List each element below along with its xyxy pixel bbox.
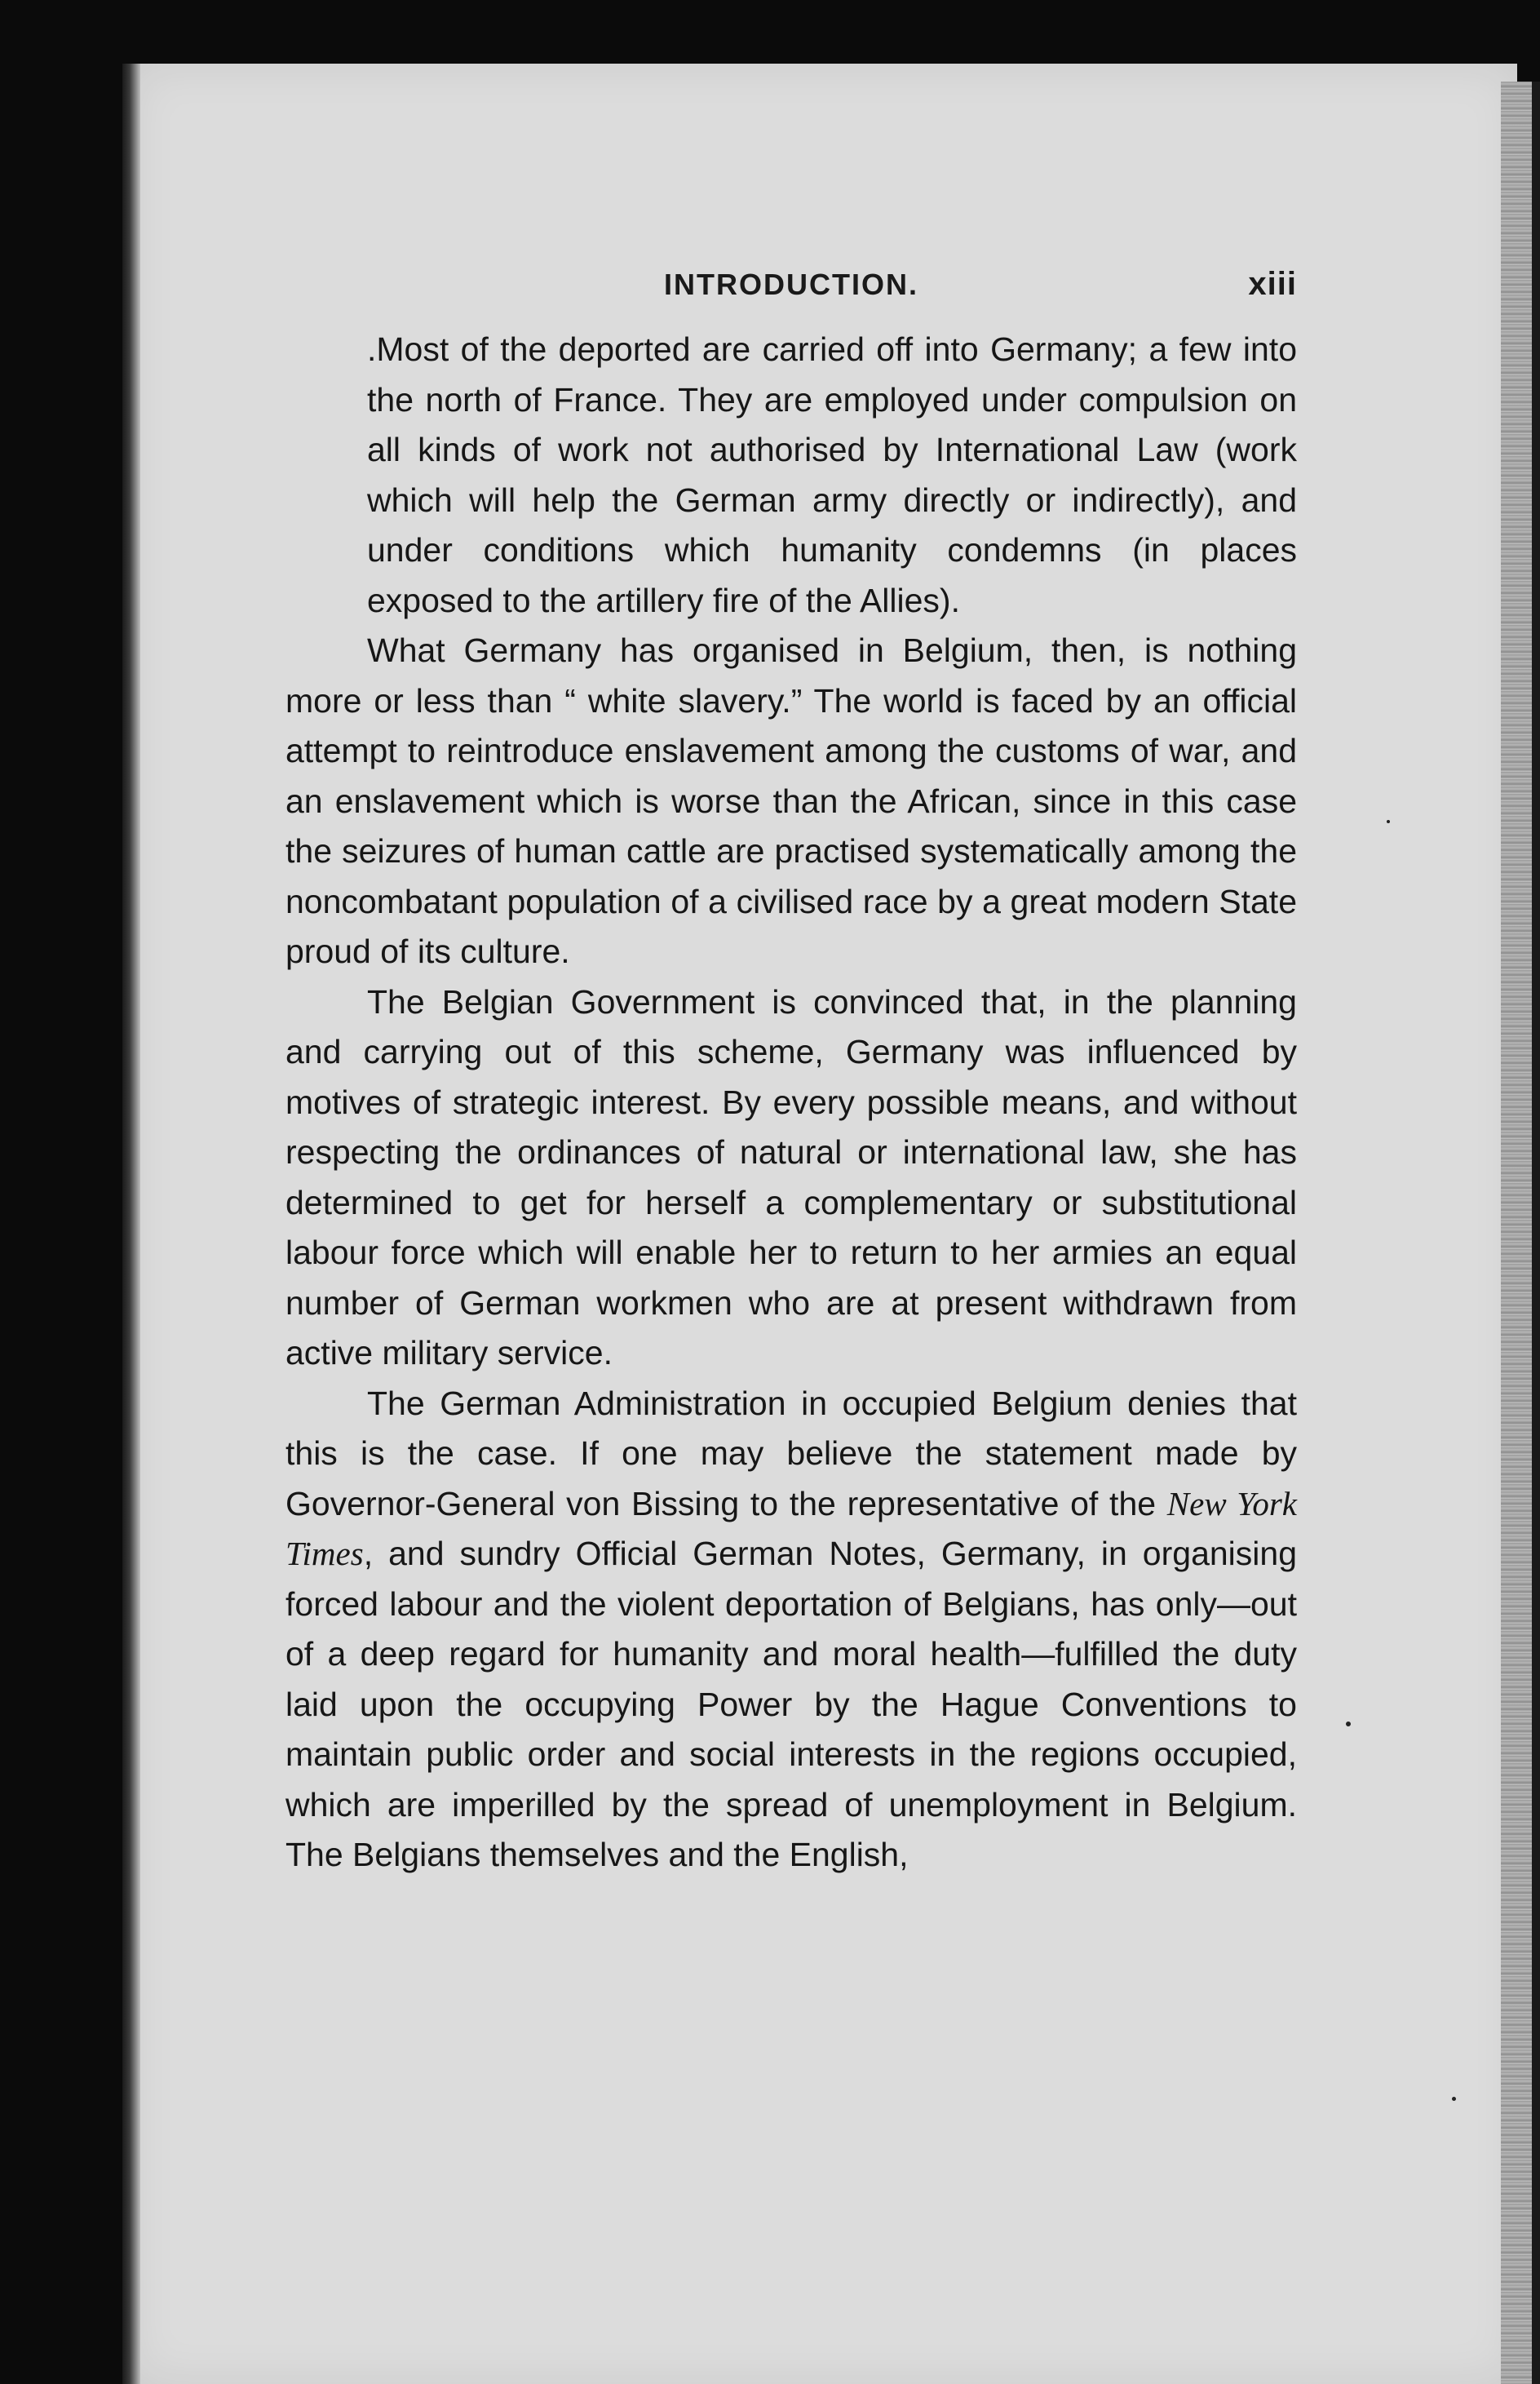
running-head: INTRODUCTION.	[664, 268, 918, 301]
scan-speck	[1346, 1722, 1351, 1726]
paragraph-2: What Germany has organised in Belgium, then, is nothing more or less than “ white slavery.” The world is faced by an official attempt to reintroduce enslavement among the customs of war, and an enslavement which is worse than the African, since in this case the seizures of human cattle are practised systematically among the noncombatant population of a civilised race by a great modern State proud of its culture.	[285, 631, 1297, 970]
page-edge-shadow	[1532, 82, 1540, 2384]
paragraph-4-text-a: The German Administration in occupied Belgium denies that this is the case. If one may believe the statement made by Governor-General von Bissing to the representative of the	[285, 1384, 1297, 1522]
page-header	[285, 259, 1297, 308]
body-text	[285, 325, 1297, 1881]
page-number: xiii	[1248, 266, 1297, 302]
paragraph-1: .Most of the deported are carried off into Germany; a few into the north of France. They are employed under compulsion on all kinds of work not authorised by International Law (work which will help the German army directly or indirectly), and under conditions which humanity condemns (in places exposed to the artillery fire of the Allies).	[367, 330, 1297, 619]
scan-speck	[1452, 2097, 1456, 2101]
paragraph-4	[285, 1379, 1297, 1881]
paragraph-3: The Belgian Government is convinced that, in the planning and carrying out of this scheme, Germany was influenced by motives of strategic interest. By every possible means, and without respecting the ordinances of natural or international law, she has determined to get for herself a complementary or substitutional labour force which will enable her to return to her armies an equal number of German workmen who are at present withdrawn from active military service.	[285, 982, 1297, 1371]
newspaper-title: New York Times	[285, 1484, 1297, 1572]
paragraph-4-text-b: , and sundry Official German Notes, Germany, in organising forced labour and the violent deportation of Belgians, has only—out of a deep regard for humanity and moral health—fulfilled the duty laid upon the occupying Power by the Hague Conventions to maintain public order and social interests in the regions occupied, which are imperilled by the spread of unemployment in Belgium. The Belgians themselves and the English,	[285, 1535, 1297, 1873]
scan-speck	[1387, 820, 1390, 823]
page-edge	[1501, 82, 1532, 2384]
page-gutter	[122, 64, 140, 2384]
